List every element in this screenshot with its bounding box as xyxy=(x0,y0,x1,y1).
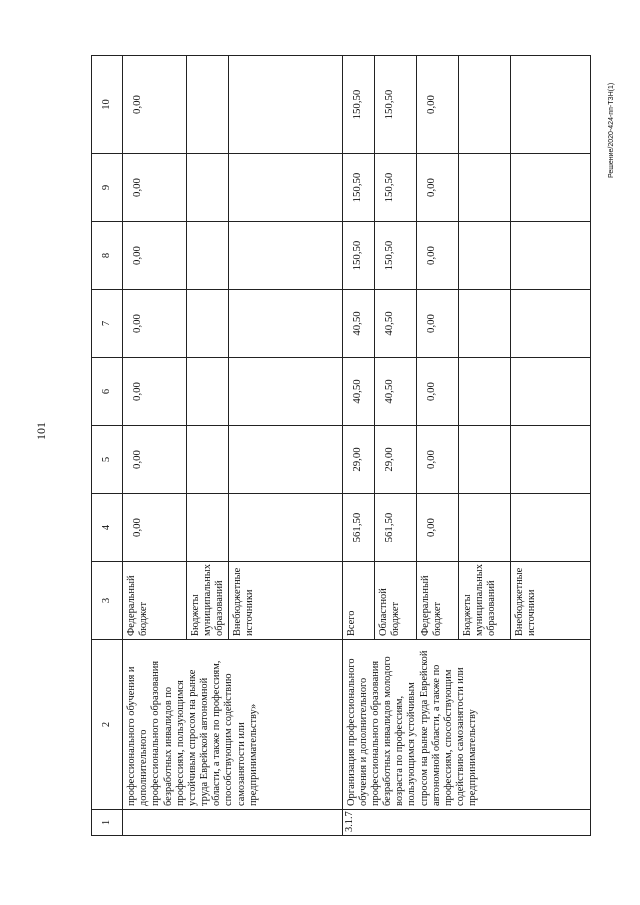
value-cell xyxy=(228,222,342,290)
value-cell xyxy=(187,222,229,290)
value-cell xyxy=(228,154,342,222)
value-cell xyxy=(458,222,510,290)
value-cell: 29,00 xyxy=(374,426,416,494)
document-id: Решение/2020-424-пп-ТЗН(1) xyxy=(608,82,615,178)
value-cell xyxy=(458,56,510,154)
value-cell xyxy=(187,494,229,562)
value-cell: 150,50 xyxy=(374,56,416,154)
value-cell: 0,00 xyxy=(123,222,187,290)
header-row xyxy=(92,56,123,836)
value-cell: 150,50 xyxy=(342,222,374,290)
funding-source: Бюджеты муниципальных образований xyxy=(187,562,229,640)
value-cell xyxy=(458,358,510,426)
value-cell: 0,00 xyxy=(416,56,458,154)
value-cell xyxy=(187,358,229,426)
funding-source: Внебюджетные источники xyxy=(510,562,590,640)
value-cell: 0,00 xyxy=(416,426,458,494)
value-cell: 0,00 xyxy=(123,56,187,154)
col-header-10: 10 xyxy=(92,56,123,154)
value-cell xyxy=(228,358,342,426)
col-header-5: 5 xyxy=(92,426,123,494)
value-cell xyxy=(458,290,510,358)
value-cell xyxy=(510,358,590,426)
col-header-6: 6 xyxy=(92,358,123,426)
value-cell xyxy=(228,494,342,562)
col-header-8: 8 xyxy=(92,222,123,290)
value-cell: 561,50 xyxy=(374,494,416,562)
value-cell xyxy=(510,494,590,562)
value-cell xyxy=(510,154,590,222)
value-cell: 0,00 xyxy=(123,290,187,358)
value-cell xyxy=(510,56,590,154)
value-cell xyxy=(458,426,510,494)
table-row xyxy=(342,56,374,836)
value-cell xyxy=(458,154,510,222)
value-cell: 0,00 xyxy=(123,154,187,222)
page-number: 101 xyxy=(34,422,48,440)
funding-source: Федеральный бюджет xyxy=(416,562,458,640)
funding-source: Федеральный бюджет xyxy=(123,562,187,640)
value-cell xyxy=(228,290,342,358)
value-cell xyxy=(228,426,342,494)
funding-source: Бюджеты муниципальных образований xyxy=(458,562,510,640)
value-cell: 150,50 xyxy=(342,154,374,222)
col-header-3: 3 xyxy=(92,562,123,640)
value-cell: 0,00 xyxy=(123,494,187,562)
value-cell: 40,50 xyxy=(374,358,416,426)
col-header-1: 1 xyxy=(92,810,123,836)
row-number xyxy=(123,810,343,836)
value-cell: 0,00 xyxy=(123,358,187,426)
col-header-4: 4 xyxy=(92,494,123,562)
value-cell xyxy=(510,222,590,290)
budget-table xyxy=(91,55,591,836)
value-cell: 150,50 xyxy=(374,154,416,222)
col-header-9: 9 xyxy=(92,154,123,222)
value-cell: 0,00 xyxy=(416,494,458,562)
measure-description: профессионального обучения и дополнительного профессионального образования безработных инвалидов по профессиям, пользующимся устойчивым спросом на рынке труда Еврейской автономной области, а также по профессиям, способствующим содействию самозанятости или предпринимательству» xyxy=(123,640,343,810)
funding-source: Всего xyxy=(342,562,374,640)
funding-source: Внебюджетные источники xyxy=(228,562,342,640)
value-cell: 40,50 xyxy=(342,358,374,426)
funding-source: Областной бюджет xyxy=(374,562,416,640)
value-cell: 0,00 xyxy=(416,154,458,222)
value-cell: 29,00 xyxy=(342,426,374,494)
value-cell: 561,50 xyxy=(342,494,374,562)
row-number: 3.1.7 xyxy=(342,810,590,836)
value-cell xyxy=(510,290,590,358)
measure-description: Организация профессионального обучения и дополнительного профессионального образования безработных инвалидов молодого возраста по профессиям, пользующимся устойчивым спросом на рынке труда Еврейской автономной области, а также по профессиям, способствующим содействию самозанятости или предпринимательству xyxy=(342,640,590,810)
value-cell: 150,50 xyxy=(374,222,416,290)
value-cell: 0,00 xyxy=(416,222,458,290)
value-cell: 0,00 xyxy=(416,358,458,426)
value-cell xyxy=(187,426,229,494)
col-header-7: 7 xyxy=(92,290,123,358)
value-cell xyxy=(187,56,229,154)
value-cell: 150,50 xyxy=(342,56,374,154)
value-cell xyxy=(187,154,229,222)
value-cell: 40,50 xyxy=(374,290,416,358)
col-header-2: 2 xyxy=(92,640,123,810)
value-cell: 0,00 xyxy=(123,426,187,494)
value-cell xyxy=(458,494,510,562)
value-cell: 0,00 xyxy=(416,290,458,358)
value-cell xyxy=(187,290,229,358)
table-row xyxy=(123,56,187,836)
value-cell xyxy=(510,426,590,494)
value-cell xyxy=(228,56,342,154)
rotated-table-wrapper xyxy=(91,56,570,836)
value-cell: 40,50 xyxy=(342,290,374,358)
